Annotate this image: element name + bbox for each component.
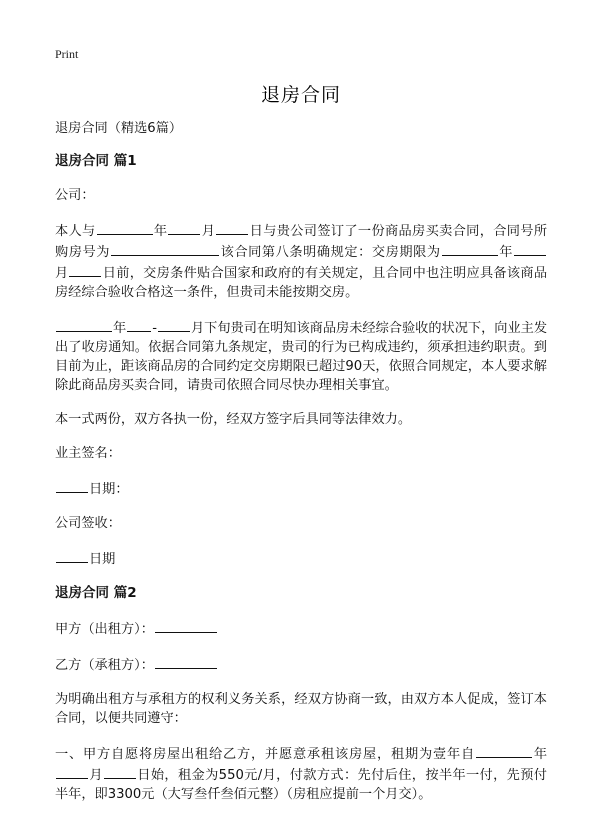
blank-line [442,241,498,256]
text: 甲方（出租方）： [55,622,154,637]
blank-line [155,654,217,669]
blank-line [111,241,219,256]
text: - [152,321,157,336]
text: 月 [55,266,69,281]
blank-line [476,743,532,758]
text: 本人与 [55,224,96,239]
blank-line [155,618,217,633]
text: 日前，交房条件贴合国家和政府的有关规定，且合同中也注明应具备该商品房经综合验收合格这一条件，但贵司未能按期交房。 [55,266,548,300]
text: 日始，租金为550元/月，付款方式：先付后住，按半年一付，先预付半年，即3300元（大写叁仟叁佰元整）（房租应提前一个月交）。 [55,768,547,802]
document-body [55,119,547,819]
text: 月 [201,224,216,239]
owner-date-line [55,478,547,499]
blank-line [216,220,248,235]
text: 年 [153,224,168,239]
blank-line [168,220,200,235]
blank-line [127,317,151,332]
blank-line [514,241,546,256]
blank-line [97,220,153,235]
blank-line [158,317,190,332]
blank-line [56,548,88,563]
section1-paragraph-1 [55,220,547,302]
section2-intro: 为明确出租方与承租方的权利义务关系，经双方协商一致，由双方本人促成，签订本合同，以便共同遵守： [55,692,547,726]
party-a-line [55,618,547,639]
blank-line [56,764,88,779]
text: 月下旬贵司在明知该商品房未经综合验收的状况下，向业主发出了收房通知。依据合同第九条规定，贵司的行为已构成违约，须承担违约职责。到目前为止，距该商品房的合同约定交房期限已超过90天，依照合同规定，本人要求解除此商品房买卖合同，请贵司依照合同尽快办理相关事宜。 [55,321,548,393]
section-heading-2: 退房合同 篇2 [55,585,137,601]
text: 一、甲方自愿将房屋出租给乙方，并愿意承租该房屋，租期为壹年自 [55,747,475,762]
party-b-line [55,654,547,675]
text: 年 [533,747,547,762]
section-heading-1: 退房合同 篇1 [55,153,137,169]
text: 乙方（承租方）： [55,658,154,673]
section2-clause-1 [55,743,547,804]
text: 月 [89,768,103,783]
blank-line [69,262,101,277]
text: 该合同第八条明确规定：交房期限为 [220,245,441,260]
section1-paragraph-3: 本一式两份，双方各执一份，经双方签字后具同等法律效力。 [55,412,412,427]
print-label: Print [55,47,79,61]
company-date-line [55,548,547,569]
text: 日期 [89,552,116,567]
blank-line [104,764,136,779]
section1-paragraph-2 [55,317,547,395]
blank-line [56,478,88,493]
company-signature-label: 公司签收： [55,516,121,531]
salutation: 公司： [55,188,95,203]
document-title: 退房合同 [260,84,341,106]
text: 年 [113,321,127,336]
document-subtitle: 退房合同（精选6篇） [55,121,183,136]
text: 年 [498,245,514,260]
owner-signature-label: 业主签名： [55,446,121,461]
blank-line [56,317,112,332]
text: 日与贵公司签订了一份商品房买卖合同，合同号所购房号为 [55,224,548,260]
text: 日期： [89,482,129,497]
